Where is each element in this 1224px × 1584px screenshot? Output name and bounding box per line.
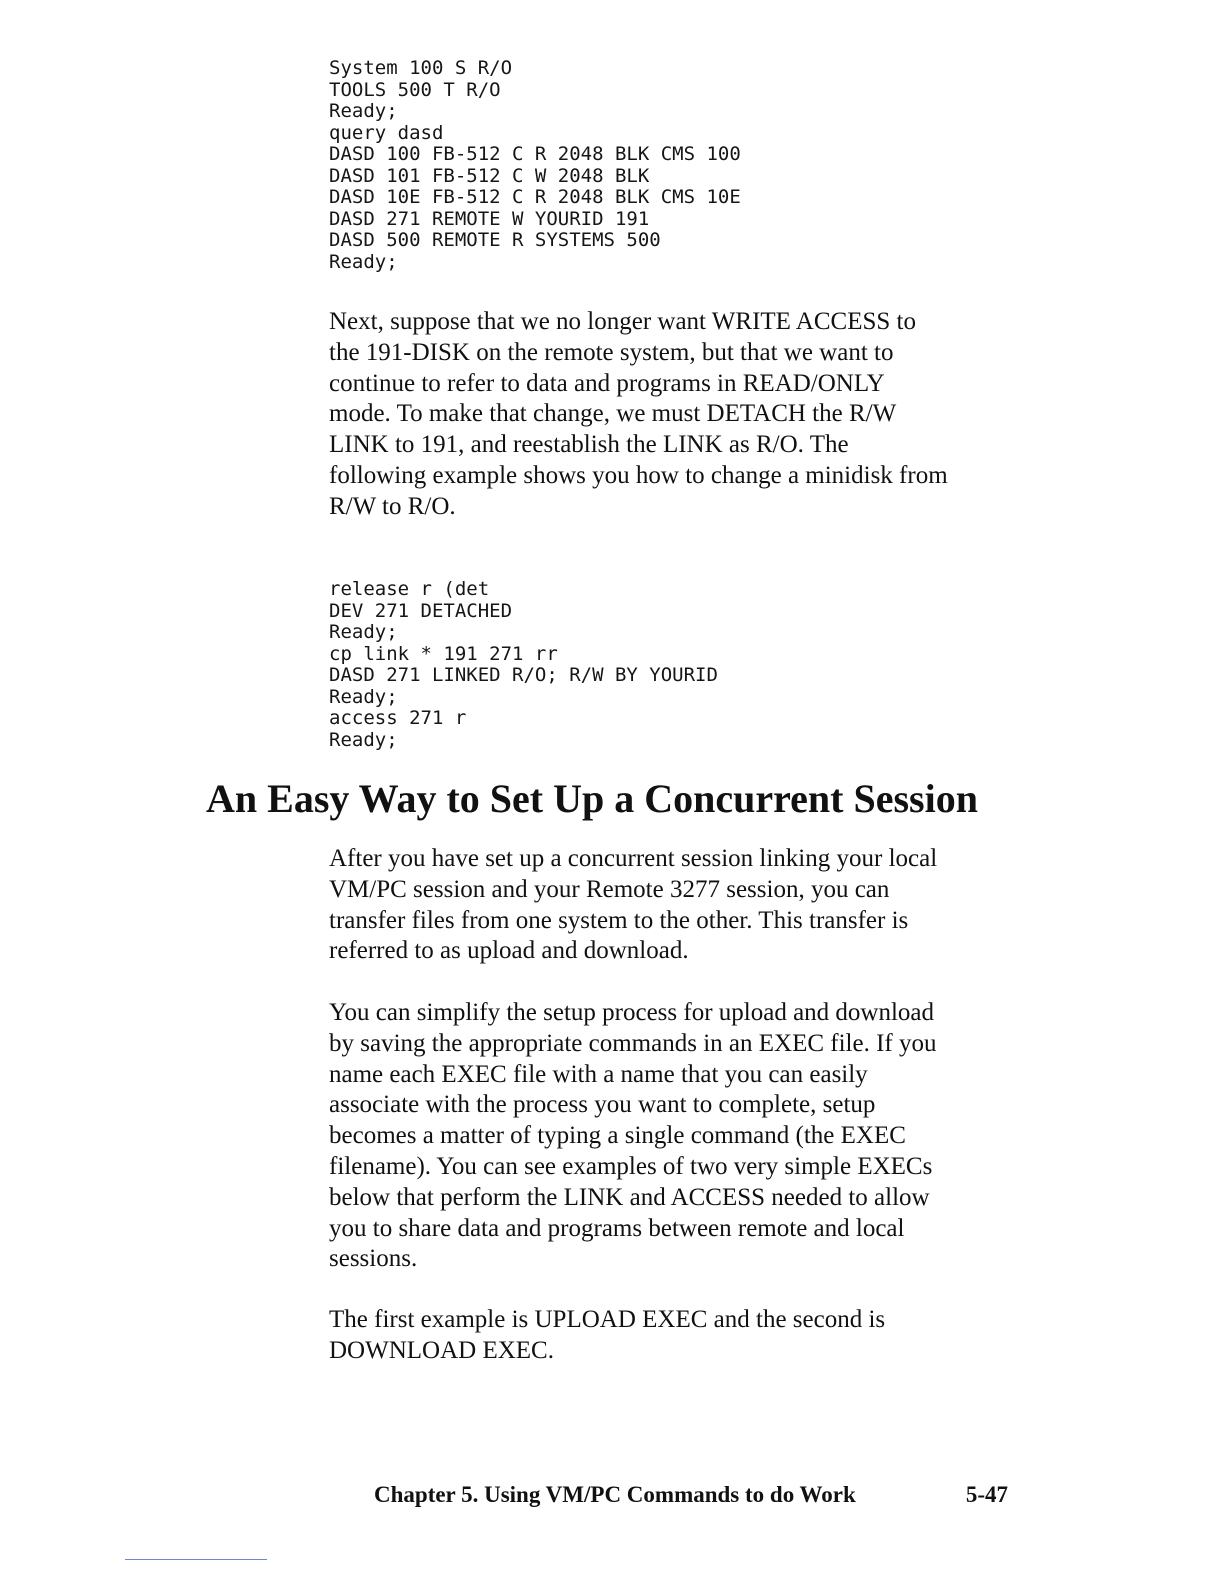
section-heading: An Easy Way to Set Up a Concurrent Session bbox=[206, 776, 978, 821]
paragraph-write-access bbox=[329, 307, 1029, 523]
paragraph-exec-setup bbox=[329, 998, 1029, 1275]
code-line: DASD 101 FB-512 C W 2048 BLK bbox=[329, 164, 650, 187]
text-line: filename). You can see examples of two very simple EXECs bbox=[329, 1152, 933, 1180]
code-line: Ready; bbox=[329, 685, 398, 708]
text-line: you to share data and programs between remote and local bbox=[329, 1214, 905, 1242]
text-line: below that perform the LINK and ACCESS needed to allow bbox=[329, 1183, 930, 1211]
footer-chapter-title: Chapter 5. Using VM/PC Commands to do Work bbox=[374, 1482, 856, 1507]
text-line: You can simplify the setup process for upload and download bbox=[329, 999, 935, 1026]
paragraph-exec-examples bbox=[329, 1305, 1029, 1367]
text-line: referred to as upload and download. bbox=[329, 937, 689, 965]
code-line: DEV 271 DETACHED bbox=[329, 599, 513, 622]
text-line: Next, suppose that we no longer want WRITE ACCESS to bbox=[329, 308, 916, 335]
text-line: sessions. bbox=[329, 1245, 418, 1273]
page-number: 5-47 bbox=[965, 1482, 1008, 1507]
code-line: release r (det bbox=[329, 578, 490, 600]
text-line: mode. To make that change, we must DETACH the R/W bbox=[329, 400, 897, 428]
text-line: R/W to R/O. bbox=[329, 492, 456, 520]
text-line: the 191-DISK on the remote system, but that we want to bbox=[329, 338, 894, 366]
text-line: by saving the appropriate commands in an EXEC file. If you bbox=[329, 1029, 937, 1057]
code-block-query-dasd bbox=[329, 58, 741, 273]
text-line: continue to refer to data and programs in READ/ONLY bbox=[329, 369, 885, 397]
text-line: DOWNLOAD EXEC. bbox=[329, 1336, 554, 1364]
code-line: access 271 r bbox=[329, 707, 467, 729]
code-line: query dasd bbox=[329, 121, 444, 144]
text-line: The first example is UPLOAD EXEC and the second is bbox=[329, 1306, 886, 1333]
code-line: DASD 10E FB-512 C R 2048 BLK CMS 10E bbox=[329, 186, 741, 208]
text-line: transfer files from one system to the other. This transfer is bbox=[329, 906, 909, 934]
code-line: Ready; bbox=[329, 621, 398, 643]
code-line: DASD 500 REMOTE R SYSTEMS 500 bbox=[329, 229, 661, 251]
text-line: associate with the process you want to complete, setup bbox=[329, 1091, 876, 1119]
code-line: Ready; bbox=[329, 728, 398, 751]
code-line: DASD 271 LINKED R/O; R/W BY YOURID bbox=[329, 664, 718, 686]
text-line: following example shows you how to change a minidisk from bbox=[329, 461, 948, 489]
text-line: VM/PC session and your Remote 3277 session, you can bbox=[329, 875, 890, 903]
code-line: Ready; bbox=[329, 250, 398, 273]
text-line: After you have set up a concurrent session linking your local bbox=[329, 845, 938, 872]
text-line: becomes a matter of typing a single command (the EXEC bbox=[329, 1122, 906, 1150]
page-footer bbox=[374, 1480, 1008, 1510]
text-line: name each EXEC file with a name that you can easily bbox=[329, 1060, 868, 1088]
code-line: TOOLS 500 T R/O bbox=[329, 78, 501, 101]
code-line: Ready; bbox=[329, 100, 398, 122]
code-line: cp link * 191 271 rr bbox=[329, 642, 558, 665]
code-line: System 100 S R/O bbox=[329, 57, 513, 79]
code-line: DASD 100 FB-512 C R 2048 BLK CMS 100 bbox=[329, 143, 741, 165]
code-line: DASD 271 REMOTE W YOURID 191 bbox=[329, 207, 650, 230]
text-line: LINK to 191, and reestablish the LINK as R/O. The bbox=[329, 431, 849, 459]
paragraph-concurrent-session bbox=[329, 844, 1029, 967]
code-block-release-link bbox=[329, 579, 718, 751]
bottom-divider bbox=[125, 1559, 267, 1560]
